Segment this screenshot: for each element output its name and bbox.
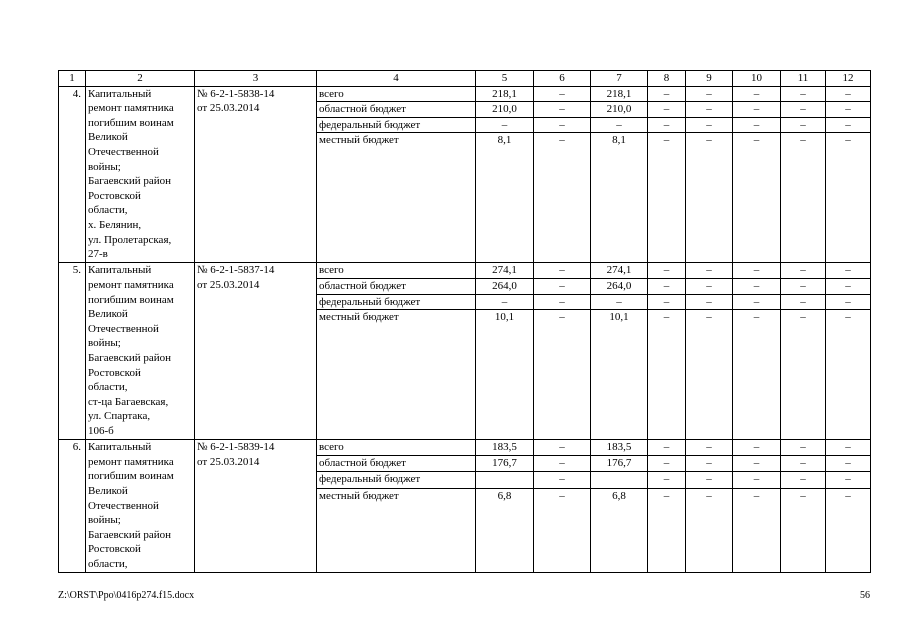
document-reference: [195, 86, 317, 263]
value-cell-7: 183,5: [591, 440, 648, 456]
value-cell-11: –: [781, 456, 826, 472]
value-cell-8: –: [648, 278, 686, 294]
funding-source-label: местный бюджет: [317, 310, 476, 440]
value-cell-8: –: [648, 440, 686, 456]
value-cell-5: 176,7: [476, 456, 534, 472]
col-header-6: 6: [534, 71, 591, 87]
document-line: № 6-2-1-5837-14: [197, 264, 275, 277]
value-cell-8: –: [648, 133, 686, 263]
table-row: [59, 86, 871, 102]
description-line: Ростовской: [88, 189, 141, 202]
value-cell-8: –: [648, 263, 686, 279]
description-line: области,: [88, 204, 128, 217]
value-cell-6: –: [534, 456, 591, 472]
value-cell-7: 210,0: [591, 102, 648, 118]
funding-source-label: всего: [317, 440, 476, 456]
value-cell-6: –: [534, 472, 591, 488]
value-cell-10: –: [733, 117, 781, 133]
value-cell-10: –: [733, 440, 781, 456]
funding-source-label: областной бюджет: [317, 102, 476, 118]
value-cell-9: –: [686, 440, 733, 456]
value-cell-12: –: [826, 472, 871, 488]
funding-source-label: местный бюджет: [317, 133, 476, 263]
object-description: [86, 263, 195, 440]
description-line: ремонт памятника: [88, 102, 174, 115]
value-cell-12: –: [826, 133, 871, 263]
value-cell-11: –: [781, 488, 826, 572]
value-cell-7: –: [591, 117, 648, 133]
column-number-row: [59, 71, 871, 87]
document-line: № 6-2-1-5838-14: [197, 87, 275, 100]
col-header-2: 2: [86, 71, 195, 87]
description-line: Великой: [88, 131, 128, 144]
row-number: 5.: [59, 263, 86, 440]
document-line: от 25.03.2014: [197, 455, 260, 468]
description-line: ул. Спартака,: [88, 410, 151, 423]
table-row: [59, 440, 871, 456]
funding-source-label: федеральный бюджет: [317, 472, 476, 488]
value-cell-5: –: [476, 117, 534, 133]
value-cell-12: –: [826, 117, 871, 133]
value-cell-9: –: [686, 86, 733, 102]
table-body: [59, 71, 871, 573]
value-cell-12: –: [826, 456, 871, 472]
object-description: [86, 86, 195, 263]
description-line: ремонт памятника: [88, 278, 174, 291]
value-cell-7: 218,1: [591, 86, 648, 102]
value-cell-11: –: [781, 278, 826, 294]
funding-source-label: федеральный бюджет: [317, 294, 476, 310]
value-cell-8: –: [648, 117, 686, 133]
value-cell-5: 8,1: [476, 133, 534, 263]
value-cell-6: –: [534, 310, 591, 440]
value-cell-7: 6,8: [591, 488, 648, 572]
description-line: Отечественной: [88, 322, 159, 335]
value-cell-8: –: [648, 488, 686, 572]
value-cell-5: 274,1: [476, 263, 534, 279]
value-cell-12: –: [826, 278, 871, 294]
value-cell-6: –: [534, 294, 591, 310]
description-line: погибшим воинам: [88, 116, 174, 129]
value-cell-9: –: [686, 278, 733, 294]
value-cell-9: –: [686, 263, 733, 279]
row-number: 4.: [59, 86, 86, 263]
value-cell-5: 264,0: [476, 278, 534, 294]
col-header-1: 1: [59, 71, 86, 87]
value-cell-10: –: [733, 86, 781, 102]
value-cell-12: –: [826, 440, 871, 456]
col-header-7: 7: [591, 71, 648, 87]
description-line: Багаевский район: [88, 175, 172, 188]
description-line: войны;: [88, 514, 121, 527]
value-cell-11: –: [781, 310, 826, 440]
col-header-12: 12: [826, 71, 871, 87]
value-cell-12: –: [826, 102, 871, 118]
value-cell-6: –: [534, 440, 591, 456]
description-line: Великой: [88, 308, 128, 321]
description-line: Капитальный: [88, 441, 152, 454]
value-cell-12: –: [826, 86, 871, 102]
description-line: Капитальный: [88, 87, 152, 100]
value-cell-10: –: [733, 310, 781, 440]
value-cell-11: –: [781, 102, 826, 118]
value-cell-6: –: [534, 117, 591, 133]
value-cell-7: 176,7: [591, 456, 648, 472]
document-line: от 25.03.2014: [197, 102, 260, 115]
description-line: области,: [88, 557, 128, 570]
description-line: Отечественной: [88, 145, 159, 158]
description-line: Отечественной: [88, 499, 159, 512]
value-cell-8: –: [648, 456, 686, 472]
document-line: от 25.03.2014: [197, 278, 260, 291]
value-cell-10: –: [733, 278, 781, 294]
value-cell-7: 8,1: [591, 133, 648, 263]
value-cell-5: –: [476, 294, 534, 310]
value-cell-9: –: [686, 472, 733, 488]
col-header-4: 4: [317, 71, 476, 87]
col-header-9: 9: [686, 71, 733, 87]
value-cell-11: –: [781, 294, 826, 310]
value-cell-10: –: [733, 133, 781, 263]
value-cell-11: –: [781, 133, 826, 263]
value-cell-7: [591, 472, 648, 488]
funding-source-label: местный бюджет: [317, 488, 476, 572]
value-cell-6: –: [534, 86, 591, 102]
description-line: погибшим воинам: [88, 293, 174, 306]
value-cell-10: –: [733, 488, 781, 572]
value-cell-8: –: [648, 472, 686, 488]
value-cell-10: –: [733, 263, 781, 279]
value-cell-5: 218,1: [476, 86, 534, 102]
description-line: ул. Пролетарская,: [88, 233, 172, 246]
funding-source-label: всего: [317, 263, 476, 279]
value-cell-5: [476, 472, 534, 488]
col-header-11: 11: [781, 71, 826, 87]
page-number: 56: [860, 590, 870, 601]
col-header-3: 3: [195, 71, 317, 87]
description-line: области,: [88, 381, 128, 394]
value-cell-6: –: [534, 133, 591, 263]
value-cell-11: –: [781, 440, 826, 456]
funding-source-label: областной бюджет: [317, 456, 476, 472]
document-reference: [195, 263, 317, 440]
value-cell-7: 264,0: [591, 278, 648, 294]
description-line: Капитальный: [88, 264, 152, 277]
value-cell-12: –: [826, 263, 871, 279]
value-cell-12: –: [826, 294, 871, 310]
description-line: ремонт памятника: [88, 455, 174, 468]
value-cell-9: –: [686, 133, 733, 263]
description-line: Багаевский район: [88, 351, 172, 364]
value-cell-5: 6,8: [476, 488, 534, 572]
value-cell-8: –: [648, 310, 686, 440]
description-line: х. Белянин,: [88, 218, 142, 231]
value-cell-11: –: [781, 86, 826, 102]
budget-table: [58, 70, 871, 573]
value-cell-8: –: [648, 102, 686, 118]
value-cell-5: 183,5: [476, 440, 534, 456]
file-path: Z:\ORST\Ppo\0416p274.f15.docx: [58, 590, 195, 601]
value-cell-5: 10,1: [476, 310, 534, 440]
description-line: погибшим воинам: [88, 470, 174, 483]
description-line: Ростовской: [88, 366, 141, 379]
value-cell-9: –: [686, 456, 733, 472]
value-cell-9: –: [686, 102, 733, 118]
col-header-10: 10: [733, 71, 781, 87]
value-cell-8: –: [648, 86, 686, 102]
value-cell-7: –: [591, 294, 648, 310]
value-cell-10: –: [733, 294, 781, 310]
col-header-5: 5: [476, 71, 534, 87]
value-cell-10: –: [733, 102, 781, 118]
value-cell-11: –: [781, 472, 826, 488]
value-cell-10: –: [733, 472, 781, 488]
description-line: ст-ца Багаевская,: [88, 395, 169, 408]
value-cell-5: 210,0: [476, 102, 534, 118]
value-cell-7: 10,1: [591, 310, 648, 440]
document-reference: [195, 440, 317, 572]
value-cell-6: –: [534, 102, 591, 118]
funding-source-label: всего: [317, 86, 476, 102]
value-cell-6: –: [534, 488, 591, 572]
row-number: 6.: [59, 440, 86, 572]
description-line: Ростовской: [88, 543, 141, 556]
value-cell-9: –: [686, 294, 733, 310]
description-line: Багаевский район: [88, 528, 172, 541]
funding-source-label: областной бюджет: [317, 278, 476, 294]
value-cell-11: –: [781, 263, 826, 279]
value-cell-12: –: [826, 488, 871, 572]
description-line: войны;: [88, 160, 121, 173]
document-line: № 6-2-1-5839-14: [197, 441, 275, 454]
col-header-8: 8: [648, 71, 686, 87]
object-description: [86, 440, 195, 572]
value-cell-7: 274,1: [591, 263, 648, 279]
description-line: войны;: [88, 337, 121, 350]
table-row: [59, 263, 871, 279]
value-cell-9: –: [686, 488, 733, 572]
value-cell-9: –: [686, 310, 733, 440]
description-line: 27-в: [88, 248, 108, 261]
value-cell-6: –: [534, 278, 591, 294]
description-line: Великой: [88, 484, 128, 497]
description-line: 106-б: [88, 424, 114, 437]
value-cell-10: –: [733, 456, 781, 472]
funding-source-label: федеральный бюджет: [317, 117, 476, 133]
value-cell-12: –: [826, 310, 871, 440]
value-cell-8: –: [648, 294, 686, 310]
value-cell-11: –: [781, 117, 826, 133]
value-cell-6: –: [534, 263, 591, 279]
value-cell-9: –: [686, 117, 733, 133]
